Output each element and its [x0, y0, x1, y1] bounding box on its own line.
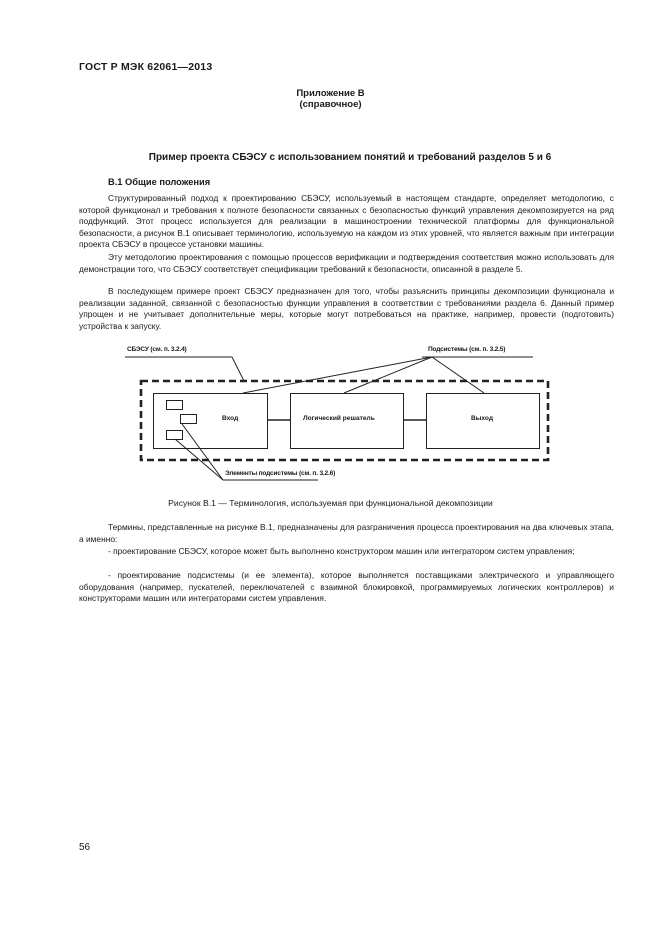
- annex-title: Приложение В: [296, 88, 365, 99]
- sbesu-label: СБЭСУ (см. п. 3.2.4): [127, 346, 187, 353]
- subsystems-label: Подсистемы (см. п. 3.2.5): [428, 346, 506, 353]
- output-subsystem-box: [426, 393, 540, 449]
- section-heading: В.1 Общие положения: [108, 177, 211, 187]
- output-box-label: Выход: [471, 415, 494, 422]
- list-item-2: - проектирование подсистемы (и ее элемента), которое выполняется поставщиками электрического и управляющего оборудования (например, пускателей, переключателей с взаимной блокировкой, программируемых логических контроллеров) и конструкторами машин или интеграторами систем управления.: [79, 570, 614, 604]
- subsystems-pointer-input: [243, 357, 432, 393]
- subsystems-pointer-logic: [344, 357, 432, 393]
- element-box-3: [166, 430, 183, 440]
- annex-subtitle: (справочное): [299, 99, 362, 110]
- figure-caption: Рисунок В.1 — Терминология, используемая при функциональной декомпозиции: [168, 498, 493, 508]
- input-box-label: Вход: [222, 415, 239, 422]
- element-box-2: [180, 414, 197, 424]
- subsystems-pointer-output: [432, 357, 484, 393]
- paragraph-1: Структурированный подход к проектированию СБЭСУ, используемый в настоящем стандарте, определяет методологию, с которой функционал и требования к полноте безопасности связанных с безопасностью функций управления декомпозируется на ряд подфункций. Этот процесс используется для реализации в машиностроении технической платформы для функциональной безопасности, а рисунок В.1 описывает терминологию, используемую на каждом из этих уровней, что является важным при интеграции проекта СБЭСУ в процессе установки машины.: [79, 193, 614, 250]
- element-box-1: [166, 400, 183, 410]
- paragraph-3: В последующем примере проект СБЭСУ предназначен для того, чтобы разъяснить принципы декомпозиции функционала и реализации заданной, связанной с безопасностью функции управления в соответствии с требованиями раздела 6. Данный пример упрощен и не учитывает дополнительные меры, которые могут потребоваться на практике, например, провести (подготовить) устройства к запуску.: [79, 286, 614, 331]
- list-item-1: - проектирование СБЭСУ, которое может быть выполнено конструктором машин или интегратором систем управления;: [108, 546, 575, 556]
- standard-header: ГОСТ Р МЭК 62061—2013: [79, 61, 213, 73]
- elements-label: Элементы подсистемы (см. п. 3.2.6): [225, 470, 336, 477]
- paragraph-2: Эту методологию проектирования с помощью процессов верификации и подтверждения соответствия можно использовать для демонстрации того, что СБЭСУ соответствует спецификации требований к безопасности, описанной в разделе 5.: [79, 252, 614, 274]
- logic-subsystem-box: [290, 393, 404, 449]
- logic-box-label: Логический решатель: [303, 415, 375, 422]
- paragraph-4: Термины, представленные на рисунке В.1, предназначены для разграничения процесса проектирования на два ключевых этапа, а именно:: [79, 522, 614, 544]
- page-title: Пример проекта СБЭСУ с использованием понятий и требований разделов 5 и 6: [148, 152, 552, 163]
- sbesu-pointer-line: [232, 357, 244, 381]
- page-number: 56: [79, 842, 91, 853]
